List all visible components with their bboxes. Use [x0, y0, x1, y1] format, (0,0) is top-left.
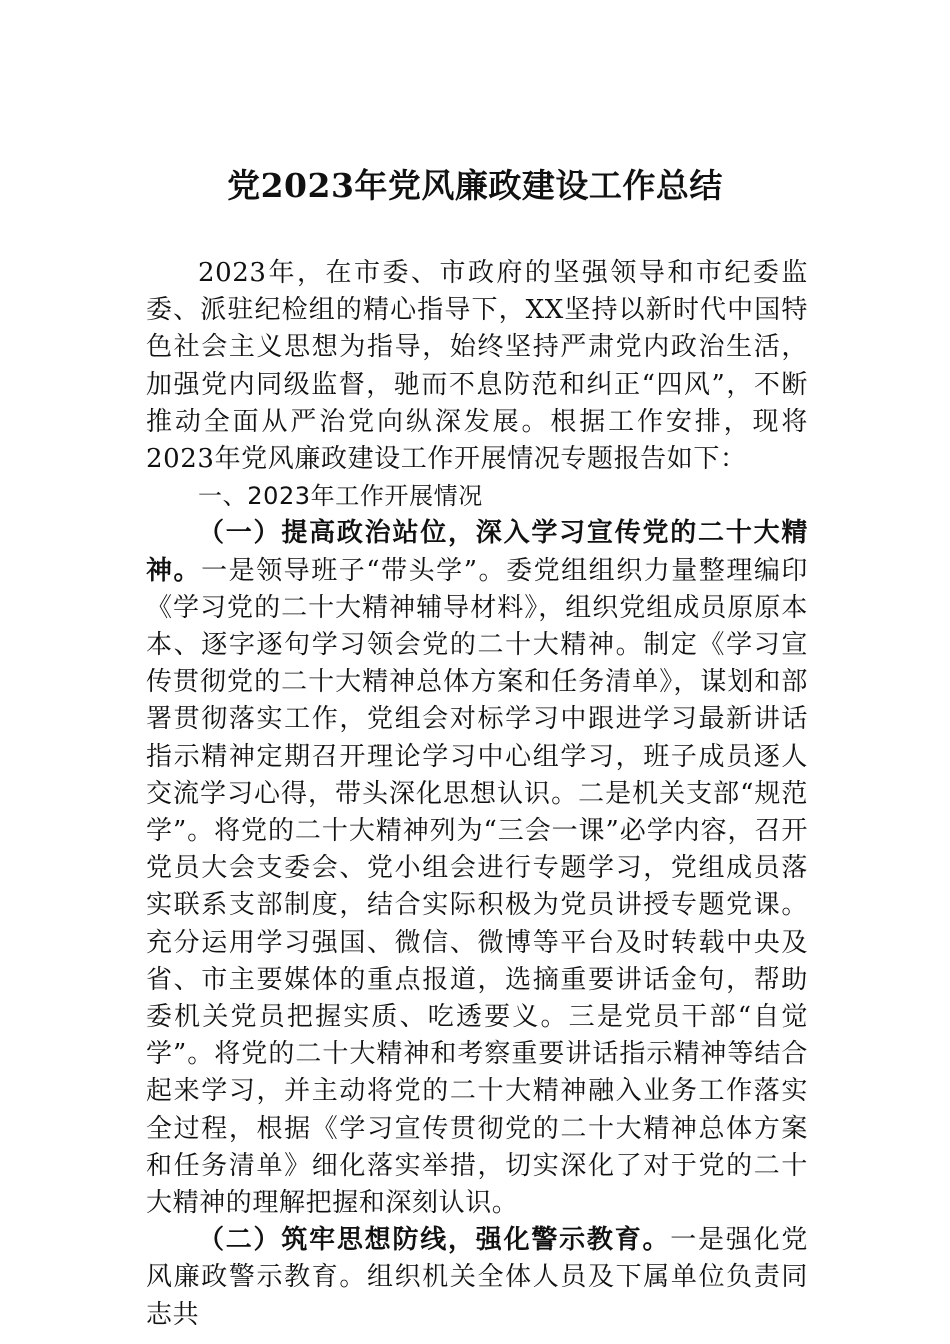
document-body — [146, 255, 808, 1334]
subsection-1-paragraph — [146, 515, 808, 1222]
intro-paragraph: 2023年，在市委、市政府的坚强领导和市纪委监委、派驻纪检组的精心指导下，XX坚持以新时代中国特色社会主义思想为指导，始终坚持严肃党内政治生活，加强党内同级监督，驰而不息防范和纠正“四风”，不断推动全面从严治党向纵深发展。根据工作安排，现将2023年党风廉政建设工作开展情况专题报告如下： — [146, 258, 808, 475]
subsection-2-body: 一是强化党风廉政警示教育。组织机关全体人员及下属单位负责同志共 — [146, 1225, 808, 1330]
document-title: 党2023年党风廉政建设工作总结 — [227, 166, 723, 205]
subsection-1-body: 一是领导班子“带头学”。委党组组织力量整理编印《学习党的二十大精神辅导材料》，组织党组成员原原本本、逐字逐句学习领会党的二十大精神。制定《学习宣传贯彻党的二十大精神总体方案和任务清单》，谋划和部署贯彻落实工作，党组会对标学习中跟进学习最新讲话指示精神定期召开理论学习中心组学习，班子成员逐人交流学习心得，带头深化思想认识。二是机关支部“规范学”。将党的二十大精神列为“三会一课”必学内容，召开党员大会支委会、党小组会进行专题学习，党组成员落实联系支部制度，结合实际积极为党员讲授专题党课。充分运用学习强国、微信、微博等平台及时转载中央及省、市主要媒体的重点报道，选摘重要讲话金句，帮助委机关党员把握实质、吃透要义。三是党员干部“自觉学”。将党的二十大精神和考察重要讲话指示精神等结合起来学习，并主动将党的二十大精神融入业务工作落实全过程，根据《学习宣传贯彻党的二十大精神总体方案和任务清单》细化落实举措，切实深化了对于党的二十大精神的理解把握和深刻认识。 — [146, 555, 809, 1219]
subsection-2-heading: （二）筑牢思想防线，强化警示教育。 — [198, 1225, 671, 1256]
subsection-1-heading: （一）提高政治站位，深入学习宣传党的二十大精神。 — [146, 518, 808, 586]
subsection-2-paragraph — [146, 1222, 808, 1334]
section-heading-1: 一、2023年工作开展情况 — [198, 482, 483, 511]
